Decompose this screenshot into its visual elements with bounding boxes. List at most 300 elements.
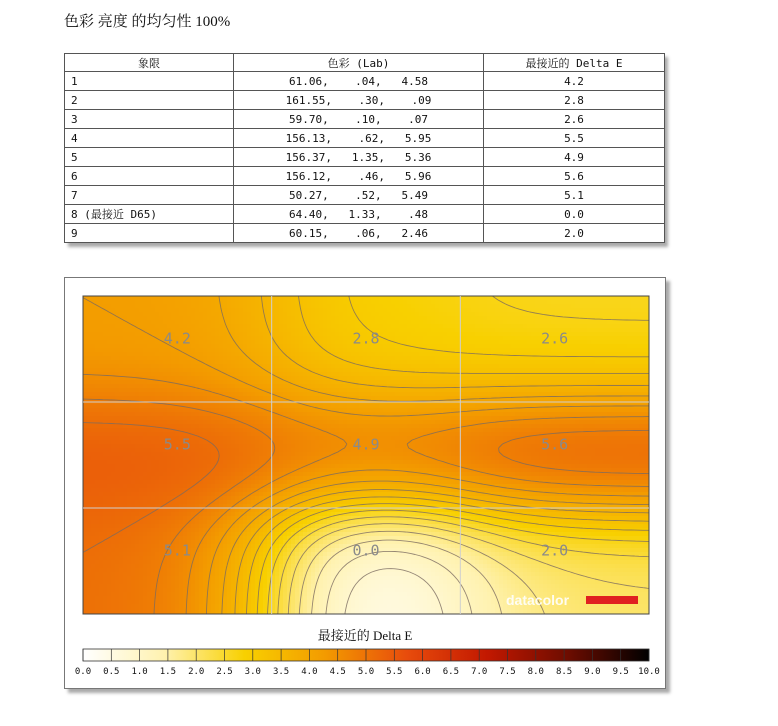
heatmap-cell (335, 360, 340, 365)
heatmap-cell (295, 344, 300, 349)
heatmap-cell (151, 396, 156, 401)
heatmap-cell (295, 320, 300, 325)
heatmap-cell (255, 396, 260, 401)
heatmap-cell (139, 344, 144, 349)
heatmap-cell (243, 304, 248, 309)
heatmap-cell (427, 300, 432, 305)
heatmap-cell (391, 372, 396, 377)
heatmap-cell (95, 352, 100, 357)
heatmap-cell (203, 412, 208, 417)
heatmap-cell (547, 412, 552, 417)
heatmap-cell (379, 424, 384, 429)
heatmap-cell (539, 304, 544, 309)
heatmap-cell (463, 304, 468, 309)
heatmap-cell (527, 380, 532, 385)
heatmap-cell (455, 332, 460, 337)
heatmap-cell (175, 376, 180, 381)
heatmap-cell (139, 316, 144, 321)
heatmap-cell (315, 324, 320, 329)
heatmap-cell (443, 328, 448, 333)
heatmap-cell (323, 360, 328, 365)
heatmap-cell (335, 300, 340, 305)
heatmap-cell (395, 376, 400, 381)
heatmap-cell (275, 416, 280, 421)
heatmap-cell (443, 324, 448, 329)
table-row (65, 72, 665, 91)
heatmap-cell (631, 396, 636, 401)
heatmap-cell (539, 360, 544, 365)
heatmap-cell (547, 304, 552, 309)
heatmap-cell (535, 388, 540, 393)
heatmap-cell (87, 404, 92, 409)
heatmap-cell (287, 344, 292, 349)
heatmap-cell (423, 408, 428, 413)
heatmap-cell (347, 384, 352, 389)
heatmap-cell (143, 356, 148, 361)
heatmap-cell (455, 420, 460, 425)
heatmap-cell (127, 368, 132, 373)
heatmap-cell (359, 372, 364, 377)
heatmap-cell (263, 328, 268, 333)
heatmap-cell (399, 312, 404, 317)
heatmap-cell (359, 428, 364, 433)
heatmap-cell (287, 368, 292, 373)
heatmap-cell (203, 384, 208, 389)
heatmap-cell (491, 304, 496, 309)
heatmap-cell (239, 300, 244, 305)
heatmap-cell (567, 300, 572, 305)
heatmap-cell (275, 348, 280, 353)
heatmap-cell (107, 388, 112, 393)
heatmap-cell (143, 408, 148, 413)
heatmap-cell (479, 300, 484, 305)
heatmap-cell (391, 360, 396, 365)
heatmap-cell (535, 368, 540, 373)
heatmap-cell (371, 376, 376, 381)
heatmap-cell (315, 320, 320, 325)
heatmap-cell (135, 336, 140, 341)
heatmap-cell (231, 404, 236, 409)
heatmap-cell (523, 336, 528, 341)
heatmap-cell (179, 356, 184, 361)
heatmap-cell (363, 424, 368, 429)
heatmap-cell (483, 372, 488, 377)
cell-quadrant: 4 (65, 129, 234, 148)
heatmap-cell (467, 416, 472, 421)
heatmap-cell (95, 408, 100, 413)
heatmap-cell (559, 296, 564, 301)
heatmap-cell (215, 364, 220, 369)
heatmap-cell (115, 296, 120, 301)
heatmap-cell (487, 408, 492, 413)
heatmap-cell (243, 396, 248, 401)
heatmap-cell (543, 304, 548, 309)
heatmap-cell (187, 380, 192, 385)
heatmap-cell (263, 392, 268, 397)
heatmap-cell (427, 320, 432, 325)
heatmap-cell (599, 316, 604, 321)
heatmap-cell (595, 328, 600, 333)
heatmap-cell (279, 428, 284, 433)
heatmap-cell (179, 424, 184, 429)
heatmap-cell (619, 340, 624, 345)
heatmap-cell (211, 356, 216, 361)
heatmap-cell (551, 316, 556, 321)
heatmap-cell (555, 376, 560, 381)
heatmap-cell (395, 428, 400, 433)
heatmap-cell (351, 368, 356, 373)
heatmap-cell (627, 300, 632, 305)
heatmap-cell (255, 416, 260, 421)
heatmap-cell (219, 336, 224, 341)
heatmap-cell (487, 300, 492, 305)
heatmap-cell (371, 356, 376, 361)
heatmap-cell (471, 336, 476, 341)
heatmap-cell (431, 380, 436, 385)
heatmap-cell (415, 300, 420, 305)
heatmap-cell (391, 428, 396, 433)
heatmap-cell (483, 344, 488, 349)
heatmap-cell (395, 304, 400, 309)
heatmap-cell (551, 368, 556, 373)
heatmap-cell (199, 396, 204, 401)
heatmap-cell (635, 420, 640, 425)
heatmap-cell (187, 388, 192, 393)
heatmap-cell (479, 348, 484, 353)
heatmap-cell (639, 384, 644, 389)
heatmap-cell (223, 312, 228, 317)
heatmap-cell (387, 424, 392, 429)
heatmap-cell (483, 380, 488, 385)
heatmap-cell (547, 296, 552, 301)
heatmap-cell (315, 308, 320, 313)
heatmap-cell (507, 392, 512, 397)
heatmap-cell (131, 420, 136, 425)
heatmap-cell (339, 296, 344, 301)
heatmap-cell (287, 412, 292, 417)
heatmap-cell (347, 392, 352, 397)
heatmap-cell (559, 428, 564, 433)
heatmap-cell (195, 344, 200, 349)
heatmap-cell (127, 344, 132, 349)
heatmap-cell (631, 340, 636, 345)
heatmap-cell (443, 344, 448, 349)
heatmap-cell (627, 376, 632, 381)
heatmap-cell (623, 412, 628, 417)
heatmap-cell (303, 312, 308, 317)
heatmap-cell (455, 336, 460, 341)
heatmap-cell (335, 348, 340, 353)
heatmap-cell (195, 376, 200, 381)
heatmap-cell (643, 376, 648, 381)
heatmap-cell (419, 360, 424, 365)
heatmap-cell (363, 404, 368, 409)
heatmap-cell (235, 308, 240, 313)
heatmap-cell (183, 296, 188, 301)
heatmap-cell (363, 368, 368, 373)
heatmap-cell (451, 296, 456, 301)
heatmap-cell (191, 308, 196, 313)
heatmap-cell (587, 320, 592, 325)
heatmap-cell (115, 332, 120, 337)
heatmap-cell (439, 404, 444, 409)
heatmap-cell (119, 388, 124, 393)
heatmap-cell (491, 360, 496, 365)
heatmap-cell (383, 316, 388, 321)
heatmap-cell (411, 324, 416, 329)
heatmap-cell (143, 304, 148, 309)
heatmap-cell (595, 388, 600, 393)
heatmap-cell (331, 360, 336, 365)
heatmap-cell (587, 388, 592, 393)
heatmap-cell (251, 316, 256, 321)
heatmap-cell (131, 312, 136, 317)
heatmap-cell (135, 364, 140, 369)
heatmap-cell (359, 312, 364, 317)
heatmap-cell (291, 392, 296, 397)
heatmap-cell (283, 336, 288, 341)
heatmap-cell (119, 368, 124, 373)
heatmap-cell (515, 396, 520, 401)
heatmap-cell (339, 320, 344, 325)
heatmap-cell (467, 420, 472, 425)
heatmap-cell (459, 404, 464, 409)
heatmap-cell (291, 320, 296, 325)
cell-lab: 61.06, .04, 4.58 (234, 72, 484, 91)
heatmap-cell (583, 360, 588, 365)
heatmap-cell (579, 368, 584, 373)
heatmap-cell (303, 340, 308, 345)
heatmap-cell (215, 388, 220, 393)
heatmap-cell (475, 304, 480, 309)
heatmap-cell (131, 404, 136, 409)
heatmap-cell (431, 424, 436, 429)
heatmap-cell (583, 320, 588, 325)
heatmap-cell (199, 404, 204, 409)
heatmap-cell (183, 356, 188, 361)
heatmap-cell (599, 300, 604, 305)
heatmap-cell (243, 408, 248, 413)
heatmap-cell (635, 332, 640, 337)
heatmap-cell (151, 356, 156, 361)
heatmap-cell (611, 384, 616, 389)
heatmap-cell (299, 324, 304, 329)
heatmap-cell (371, 380, 376, 385)
heatmap-cell (171, 308, 176, 313)
heatmap-cell (187, 296, 192, 301)
heatmap-cell (643, 424, 648, 429)
heatmap-cell (103, 316, 108, 321)
heatmap-cell (495, 376, 500, 381)
heatmap-cell (107, 352, 112, 357)
heatmap-cell (643, 336, 648, 341)
heatmap-cell (95, 392, 100, 397)
heatmap-cell (447, 316, 452, 321)
heatmap-cell (615, 336, 620, 341)
heatmap-cell (251, 388, 256, 393)
heatmap-cell (239, 416, 244, 421)
heatmap-cell (87, 424, 92, 429)
heatmap-cell (447, 352, 452, 357)
heatmap-cell (391, 336, 396, 341)
heatmap-cell (227, 344, 232, 349)
heatmap-cell (499, 372, 504, 377)
heatmap-cell (627, 308, 632, 313)
heatmap-cell (215, 340, 220, 345)
heatmap-cell (331, 332, 336, 337)
heatmap-cell (587, 408, 592, 413)
heatmap-cell (103, 432, 108, 437)
heatmap-cell (563, 412, 568, 417)
heatmap-cell (403, 316, 408, 321)
heatmap-cell (451, 320, 456, 325)
heatmap-cell (135, 348, 140, 353)
heatmap-cell (107, 320, 112, 325)
heatmap-cell (515, 372, 520, 377)
heatmap-cell (135, 396, 140, 401)
heatmap-cell (167, 296, 172, 301)
heatmap-cell (247, 432, 252, 437)
heatmap-cell (599, 396, 604, 401)
heatmap-cell (175, 408, 180, 413)
heatmap-cell (635, 384, 640, 389)
cell-delta-e: 2.8 (484, 91, 665, 110)
heatmap-cell (599, 336, 604, 341)
heatmap-cell (311, 308, 316, 313)
heatmap-cell (303, 352, 308, 357)
heatmap-cell (511, 424, 516, 429)
heatmap-cell (243, 404, 248, 409)
heatmap-cell (419, 420, 424, 425)
heatmap-cell (171, 348, 176, 353)
heatmap-cell (615, 408, 620, 413)
heatmap-cell (463, 396, 468, 401)
heatmap-cell (619, 380, 624, 385)
heatmap-cell (367, 384, 372, 389)
heatmap-cell (563, 364, 568, 369)
heatmap-cell (99, 420, 104, 425)
heatmap-cell (343, 344, 348, 349)
heatmap-cell (195, 428, 200, 433)
heatmap-cell (575, 352, 580, 357)
heatmap-cell (199, 376, 204, 381)
heatmap-cell (275, 352, 280, 357)
heatmap-cell (295, 304, 300, 309)
heatmap-cell (555, 384, 560, 389)
heatmap-cell (243, 388, 248, 393)
heatmap-cell (103, 392, 108, 397)
heatmap-cell (619, 368, 624, 373)
heatmap-cell (227, 356, 232, 361)
heatmap-cell (115, 304, 120, 309)
heatmap-cell (535, 304, 540, 309)
heatmap-cell (571, 296, 576, 301)
heatmap-cell (171, 300, 176, 305)
heatmap-cell (231, 312, 236, 317)
heatmap-cell (415, 336, 420, 341)
heatmap-cell (443, 308, 448, 313)
heatmap-cell (327, 380, 332, 385)
heatmap-cell (159, 300, 164, 305)
heatmap-cell (339, 384, 344, 389)
heatmap-cell (443, 380, 448, 385)
heatmap-cell (355, 424, 360, 429)
heatmap-cell (83, 368, 88, 373)
heatmap-cell (339, 312, 344, 317)
heatmap-cell (323, 420, 328, 425)
heatmap-cell (595, 348, 600, 353)
heatmap-cell (411, 372, 416, 377)
heatmap-cell (615, 424, 620, 429)
heatmap-cell (603, 300, 608, 305)
heatmap-cell (463, 388, 468, 393)
heatmap-cell (139, 352, 144, 357)
heatmap-cell (411, 316, 416, 321)
heatmap-cell (191, 416, 196, 421)
heatmap-cell (511, 324, 516, 329)
heatmap-cell (359, 300, 364, 305)
heatmap-cell (623, 352, 628, 357)
heatmap-cell (399, 388, 404, 393)
heatmap-cell (463, 312, 468, 317)
heatmap-cell (615, 328, 620, 333)
heatmap-cell (575, 376, 580, 381)
heatmap-cell (275, 424, 280, 429)
heatmap-cell (435, 420, 440, 425)
heatmap-cell (523, 392, 528, 397)
heatmap-cell (451, 380, 456, 385)
heatmap-cell (335, 296, 340, 301)
heatmap-cell (491, 404, 496, 409)
heatmap-cell (527, 340, 532, 345)
heatmap-cell (567, 348, 572, 353)
heatmap-cell (403, 404, 408, 409)
heatmap-cell (403, 336, 408, 341)
heatmap-cell (507, 428, 512, 433)
heatmap-cell (275, 324, 280, 329)
heatmap-cell (187, 416, 192, 421)
heatmap-cell (107, 340, 112, 345)
heatmap-cell (247, 412, 252, 417)
heatmap-cell (591, 388, 596, 393)
heatmap-cell (503, 428, 508, 433)
heatmap-cell (587, 348, 592, 353)
heatmap-cell (455, 344, 460, 349)
heatmap-cell (531, 296, 536, 301)
heatmap-cell (459, 356, 464, 361)
heatmap-cell (167, 308, 172, 313)
heatmap-cell (511, 360, 516, 365)
heatmap-cell (203, 376, 208, 381)
heatmap-cell (619, 424, 624, 429)
heatmap-cell (319, 396, 324, 401)
heatmap-cell (107, 412, 112, 417)
heatmap-cell (479, 336, 484, 341)
heatmap-cell (419, 308, 424, 313)
heatmap-cell (91, 328, 96, 333)
heatmap-cell (339, 348, 344, 353)
heatmap-cell (511, 388, 516, 393)
heatmap-cell (259, 376, 264, 381)
heatmap-cell (379, 404, 384, 409)
heatmap-cell (135, 432, 140, 437)
heatmap-cell (443, 356, 448, 361)
heatmap-cell (315, 296, 320, 301)
heatmap-cell (347, 312, 352, 317)
heatmap-cell (287, 372, 292, 377)
heatmap-cell (531, 340, 536, 345)
heatmap-cell (175, 424, 180, 429)
